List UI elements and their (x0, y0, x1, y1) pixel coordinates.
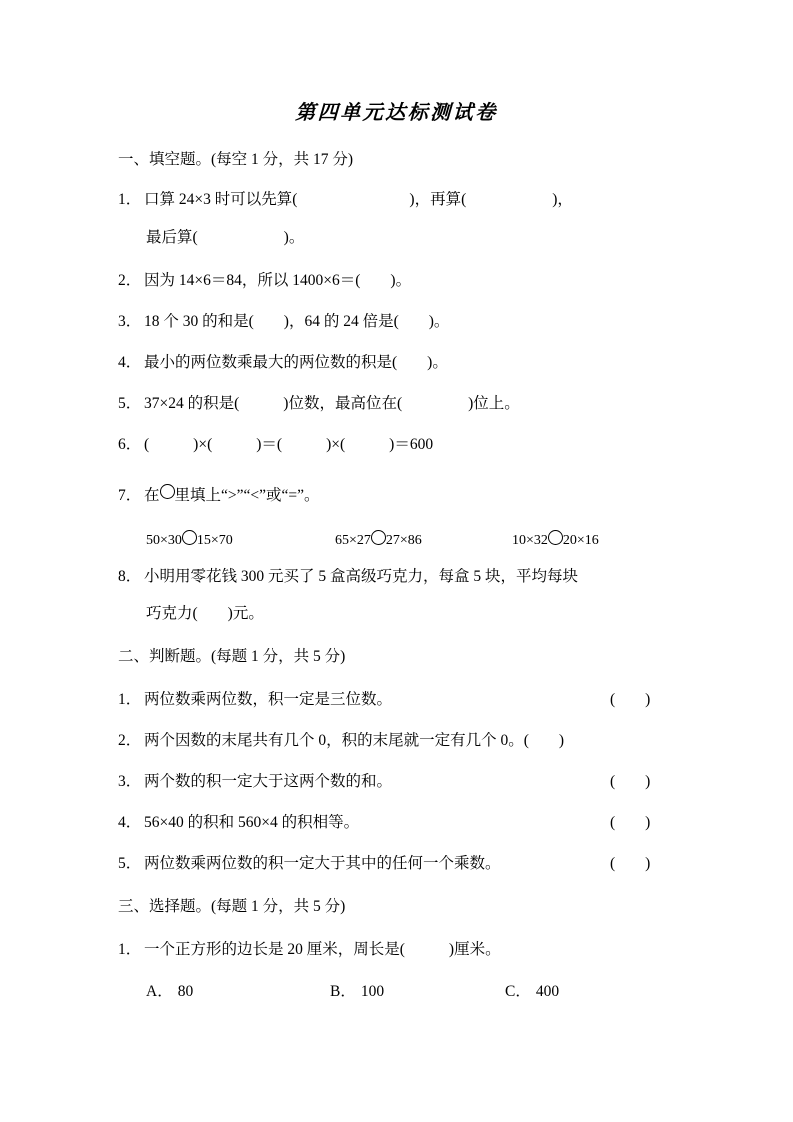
answer-bracket[interactable] (610, 772, 650, 792)
option-value: 100 (360, 983, 385, 1000)
question-continuation (146, 228, 304, 248)
question-item (118, 271, 411, 291)
question-item (118, 312, 449, 332)
question-text: )×( (193, 436, 213, 453)
question-number: 4． (118, 814, 142, 831)
comparison-circle-icon[interactable] (548, 530, 563, 545)
question-item (118, 690, 392, 710)
question-item (118, 854, 501, 874)
question-item (118, 190, 573, 210)
question-item (118, 772, 392, 792)
comparison-circle-icon[interactable] (160, 484, 175, 499)
question-text: )＝600 (389, 436, 434, 453)
question-text: 18 个 30 的和是( (144, 313, 254, 330)
bracket-close: ) (558, 732, 565, 749)
question-number: 3． (118, 313, 142, 330)
comparison-right: 15×70 (196, 533, 233, 548)
question-text: )＝( (256, 436, 283, 453)
question-number: 8． (118, 568, 142, 585)
comparison-left: 10×32 (512, 533, 548, 548)
comparison-left: 50×30 (146, 533, 182, 548)
bracket-open: ( (610, 691, 616, 708)
question-text: )。 (283, 229, 305, 246)
question-text: 37×24 的积是( (144, 395, 240, 412)
question-text: )。 (428, 313, 450, 330)
question-text: )。 (390, 272, 412, 289)
question-text: 因为 14×6＝84，所以 1400×6＝( (144, 272, 361, 289)
section-heading-multiple-choice: 三、选择题。(每题 1 分，共 5 分) (118, 898, 346, 915)
question-text: )厘米。 (448, 941, 501, 958)
question-item (118, 484, 320, 506)
question-item (118, 813, 359, 833)
comparison-right: 27×86 (385, 533, 422, 548)
question-text: )，64 的 24 倍是( (283, 313, 399, 330)
question-item (118, 567, 578, 587)
question-text: 两位数乘两位数，积一定是三位数。 (144, 691, 393, 708)
question-text: 小明用零花钱 300 元买了 5 盒高级巧克力，每盒 5 块，平均每块 (144, 568, 579, 585)
question-text: )。 (427, 354, 448, 371)
question-number: 1． (118, 691, 142, 708)
comparison-expression (335, 530, 422, 551)
bracket-open: ( (610, 855, 616, 872)
comparison-left: 65×27 (335, 533, 371, 548)
answer-bracket[interactable] (610, 813, 650, 833)
question-number: 3． (118, 773, 142, 790)
question-number: 6． (118, 436, 142, 453)
comparison-right: 20×16 (562, 533, 599, 548)
question-number: 2． (118, 272, 142, 289)
comparison-circle-icon[interactable] (371, 530, 386, 545)
question-text: 最后算( (146, 229, 198, 246)
comparison-expression (146, 530, 233, 551)
answer-bracket[interactable] (610, 690, 650, 710)
question-text: )元。 (227, 605, 264, 622)
option-value: 400 (535, 983, 560, 1000)
comparison-expression (512, 530, 599, 551)
bracket-open: ( (610, 814, 616, 831)
question-text: 56×40 的积和 560×4 的积相等。 (144, 814, 360, 831)
option-label: A． (146, 983, 173, 1000)
option-b[interactable] (330, 982, 384, 1002)
question-number: 1． (118, 941, 142, 958)
question-text: 里填上“>”“<”或“=”。 (174, 487, 320, 504)
question-number: 2． (118, 732, 142, 749)
option-c[interactable] (505, 982, 559, 1002)
question-text: 两个因数的末尾共有几个 0，积的末尾就一定有几个 0。( (144, 732, 529, 749)
question-text: )位数，最高位在( (283, 395, 403, 412)
question-text: 巧克力( (146, 605, 198, 622)
question-number: 5． (118, 855, 142, 872)
question-text: )位上。 (468, 395, 520, 412)
bracket-close: ) (645, 773, 651, 790)
bracket-open: ( (610, 773, 616, 790)
section-heading-fill-in-blank: 一、填空题。(每空 1 分，共 17 分) (118, 151, 354, 168)
option-label: B． (330, 983, 356, 1000)
page-title: 第四单元达标测试卷 (294, 102, 499, 124)
question-number: 4． (118, 354, 142, 371)
question-number: 1． (118, 191, 142, 208)
question-item (118, 731, 564, 751)
bracket-close: ) (645, 855, 651, 872)
question-item (118, 394, 520, 414)
question-number: 7． (118, 487, 142, 504)
question-text: )， (552, 191, 573, 208)
question-text: 两位数乘两位数的积一定大于其中的任何一个乘数。 (144, 855, 501, 872)
question-item (118, 940, 501, 960)
question-text: ( (144, 436, 150, 453)
option-value: 80 (177, 983, 194, 1000)
question-continuation (146, 604, 264, 624)
question-number: 5． (118, 395, 142, 412)
question-text: 一个正方形的边长是 20 厘米，周长是( (144, 941, 405, 958)
question-text: 最小的两位数乘最大的两位数的积是( (144, 354, 398, 371)
question-text: )，再算( (409, 191, 467, 208)
bracket-close: ) (645, 814, 651, 831)
comparison-circle-icon[interactable] (182, 530, 197, 545)
question-text: 两个数的积一定大于这两个数的和。 (144, 773, 393, 790)
question-item (118, 353, 448, 373)
bracket-close: ) (645, 691, 651, 708)
question-text: )×( (326, 436, 346, 453)
option-label: C． (505, 983, 531, 1000)
option-a[interactable] (146, 982, 193, 1002)
question-item (118, 435, 433, 455)
question-text: 口算 24×3 时可以先算( (144, 191, 298, 208)
answer-bracket[interactable] (610, 854, 650, 874)
question-text: 在 (144, 487, 160, 504)
section-heading-true-false: 二、判断题。(每题 1 分，共 5 分) (118, 648, 346, 665)
